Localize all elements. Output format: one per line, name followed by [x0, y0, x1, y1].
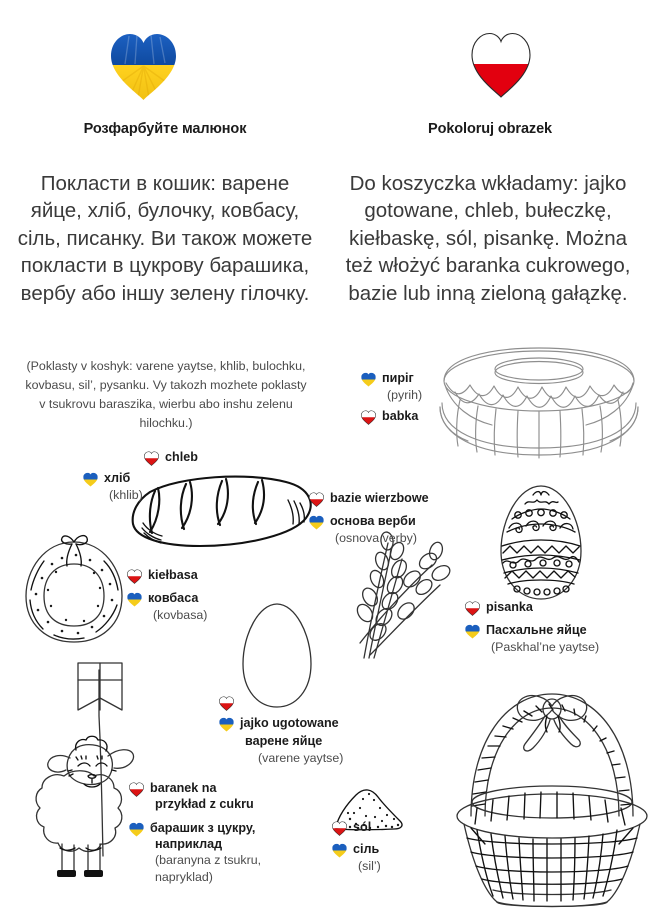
label-willow-ua: основа верби — [330, 514, 416, 528]
page-title-polish: Pokoloruj obrazek — [428, 121, 552, 137]
label-willow-pl-row — [308, 491, 429, 507]
label-bread-ua — [82, 471, 143, 503]
label-lamb-ua-translit-1: (baranyna z tsukru, — [155, 853, 262, 868]
label-cake-ua-translit: (pyrih) — [387, 388, 423, 402]
label-cake — [360, 371, 422, 425]
label-bread-ua-text: хліб — [104, 471, 131, 485]
label-sausage-pl-row — [126, 568, 207, 584]
label-sausage-pl: kiełbasa — [148, 568, 198, 582]
poland-heart-icon — [143, 451, 160, 466]
label-salt — [331, 820, 381, 874]
poland-heart-icon — [360, 410, 377, 425]
ukraine-heart-icon — [331, 843, 348, 858]
label-bread-ua-row — [82, 471, 143, 487]
label-egg-ua: варене яйце — [245, 734, 323, 748]
label-salt-ua: сіль — [353, 842, 380, 856]
label-bread-pl — [143, 450, 198, 466]
poland-heart-icon — [128, 782, 145, 797]
ukraine-heart-icon — [308, 515, 325, 530]
intro-text-polish: Do koszyczka wkładamy: jajko gotowane, chleb, bułeczkę, kiełbaskę, sól, pisankę. Można też włożyć baranka cukrowego, bazie lub inną zieloną gałązkę. — [345, 172, 631, 305]
poland-heart-icon — [308, 492, 325, 507]
poland-heart-flag-icon — [469, 30, 533, 100]
label-sausage-ua-translit: (kovbasa) — [153, 608, 208, 622]
label-salt-pl-row — [331, 820, 381, 836]
label-egg — [218, 695, 343, 766]
intro-text-ukrainian: Покласти в кошик: варене яйце, хліб, булочку, ковбасу, сіль, писанку. Ви також можете покласти в цукрову барашика, вербу або іншу зелену гілочку. — [17, 172, 313, 305]
label-bread-pl-row — [143, 450, 198, 466]
label-bread-pl-text: chleb — [165, 450, 198, 464]
label-cake-pl: babka — [382, 409, 419, 424]
bundt-cake-illustration — [432, 345, 647, 465]
label-willow-ua-row — [308, 514, 429, 530]
poland-heart-icon — [126, 569, 143, 584]
label-salt-ua-translit: (sil’) — [358, 859, 381, 873]
poland-heart-icon — [331, 821, 348, 836]
ukraine-heart-icon — [464, 624, 481, 639]
label-sausage-ua: ковбаса — [148, 591, 199, 605]
label-lamb-ua-line2: наприклад — [155, 836, 223, 851]
label-pisanka — [464, 600, 599, 655]
label-lamb — [128, 781, 261, 885]
label-pisanka-pl: pisanka — [486, 600, 533, 614]
decorated-easter-egg-illustration — [495, 483, 587, 603]
label-cake-pl-row — [360, 409, 422, 425]
label-lamb-pl-line2: przykład z cukru — [155, 797, 254, 811]
label-pisanka-pl-row — [464, 600, 599, 616]
bread-loaf-illustration — [128, 470, 318, 556]
label-salt-pl: sól — [353, 820, 372, 834]
label-salt-ua-row — [331, 842, 381, 858]
ukraine-heart-icon — [218, 717, 235, 732]
label-sausage — [126, 568, 207, 623]
label-egg-ua-row — [218, 716, 343, 732]
label-willow — [308, 491, 429, 546]
ukraine-heart-flag-icon — [107, 30, 180, 103]
poland-heart-icon — [464, 601, 481, 616]
sausage-ring-illustration — [18, 528, 130, 648]
easter-basket-illustration — [455, 668, 650, 913]
label-lamb-pl-line1: baranek na — [150, 781, 217, 795]
label-egg-pl-heart-row — [218, 695, 343, 713]
label-lamb-ua-translit-2: napryklad) — [155, 869, 213, 884]
label-pisanka-ua-row — [464, 623, 599, 639]
ukraine-heart-icon — [82, 472, 99, 487]
label-egg-pl: jajko ugotowane — [240, 716, 339, 730]
label-lamb-ua-line1: барашик з цукру, — [150, 820, 256, 835]
label-lamb-pl-row — [128, 781, 261, 797]
label-pisanka-ua: Пасхальне яйце — [486, 623, 587, 637]
label-willow-pl: bazie wierzbowe — [330, 491, 429, 505]
label-lamb-ua-row — [128, 821, 261, 837]
label-sausage-ua-row — [126, 591, 207, 607]
label-bread-ua-translit: (khlib) — [109, 488, 143, 502]
ukraine-heart-icon — [360, 372, 377, 387]
poland-heart-icon — [218, 696, 235, 711]
label-pisanka-ua-translit: (Paskhal’ne yaytse) — [491, 640, 600, 654]
ukraine-heart-icon — [126, 592, 143, 607]
label-cake-ua: пиріг — [382, 371, 414, 385]
label-cake-ua-row — [360, 371, 422, 387]
label-willow-ua-translit: (osnova verby) — [335, 531, 417, 545]
intro-transliteration-ukrainian: (Poklasty v koshyk: varene yaytse, khlib, bulochku, kovbasu, sil’, pysanku. Vy takozh mozhete poklasty v tsukrovu baraszika, wierbu abo inshu zelenu hilochku.) — [25, 359, 307, 430]
ukraine-heart-icon — [128, 822, 145, 837]
label-egg-ua-translit: (varene yaytse) — [258, 750, 344, 765]
page-title-ukrainian: Розфарбуйте малюнок — [83, 121, 247, 137]
